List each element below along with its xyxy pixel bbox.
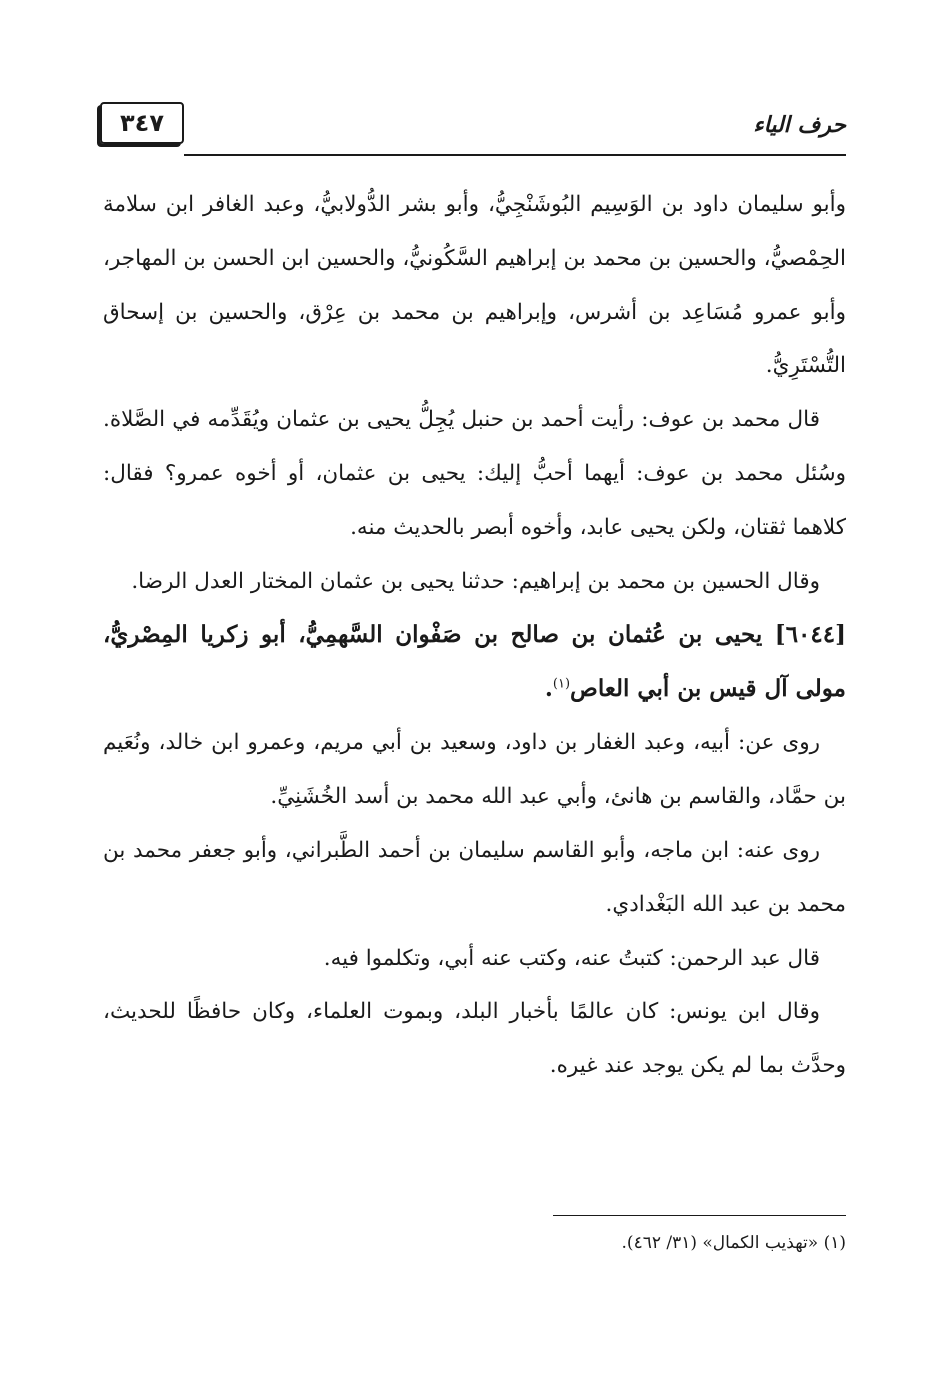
- entry-heading-text: [٦٠٤٤] يحيى بن عُثمان بن صالح بن صَفْوان السَّهمِيُّ، أبو زكريا المِصْريُّ، مولى آل قيس بن أبي العاص: [103, 621, 846, 703]
- footnote-reference: (١): [552, 676, 571, 692]
- paragraph-ibn-awf: قال محمد بن عوف: رأيت أحمد بن حنبل يُجِلُّ يحيى بن عثمان ويُقَدِّمه في الصَّلاة. وسُئل محمد بن عوف: أيهما أحبُّ إليك: يحيى بن عثمان، أو أخوه عمرو؟ فقال: كلاهما ثقتان، ولكن يحيى عابد، وأخوه أبصر بالحديث منه.: [103, 407, 846, 540]
- header-rule: [184, 154, 846, 156]
- paragraph-narrators-continued: وأبو سليمان داود بن الوَسِيم البُوشَنْجِيُّ، وأبو بشر الدُّولابيُّ، وعبد الغافر ابن سلامة الحِمْصيُّ، والحسين بن محمد بن إبراهيم السَّكُونيُّ، والحسين ابن الحسن بن المهاجر، وأبو عمرو مُسَاعِد بن أشرس، وإبراهيم بن محمد بن عِرْق، والحسين بن إسحاق التُّسْتَرِيُّ.: [103, 192, 846, 379]
- running-title: حرف الياء: [753, 112, 846, 138]
- paragraph-narrated-by: روى عنه: ابن ماجه، وأبو القاسم سليمان بن أحمد الطَّبراني، وأبو جعفر محمد بن محمد بن عبد الله البَغْدادي.: [103, 837, 846, 917]
- paragraph-abd-al-rahman: قال عبد الرحمن: كتبتُ عنه، وكتب عنه أبي، وتكلموا فيه.: [323, 945, 820, 971]
- paragraph-ibn-yunus: وقال ابن يونس: كان عالمًا بأخبار البلد، وبموت العلماء، وكان حافظًا للحديث، وحدَّث بما لم يكن يوجد عند غيره.: [103, 999, 846, 1079]
- entry-heading-tail: .: [544, 675, 553, 703]
- biography-entry-heading: [103, 608, 846, 716]
- body-text: [103, 178, 846, 1093]
- paragraph-narrated-from: روى عن: أبيه، وعبد الغفار بن داود، وسعيد بن أبي مريم، وعمرو ابن خالد، ونُعَيم بن حمَّاد، والقاسم بن هانئ، وأبي عبد الله محمد بن أسد الخُشَنِيِّ.: [103, 730, 846, 810]
- footnote-rule: [553, 1215, 846, 1216]
- page-number: ٣٤٧: [100, 102, 184, 144]
- page-header: [100, 86, 846, 158]
- footnote: (١) «تهذيب الكمال» (٣١/ ٤٦٢).: [621, 1233, 846, 1253]
- paragraph-al-husayn: وقال الحسين بن محمد بن إبراهيم: حدثنا يحيى بن عثمان المختار العدل الرضا.: [131, 568, 820, 594]
